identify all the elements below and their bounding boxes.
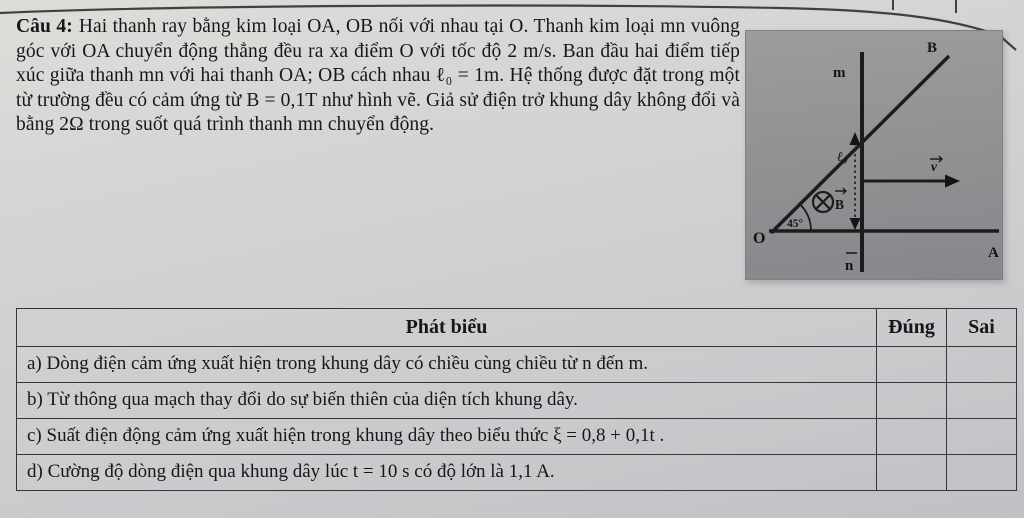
answer-dung-c <box>877 419 947 455</box>
label-rod-end-m: m <box>833 65 846 81</box>
answer-sai-b <box>947 383 1017 419</box>
answer-dung-a <box>877 347 947 383</box>
question-text: Hai thanh ray bằng kim loại OA, OB nối với nhau tại O. Thanh kim loại mn vuông góc với OA chuyển động thẳng đều ra xa điểm O với tốc độ 2 m/s. Ban đầu hai điểm tiếp xúc giữa thanh mn với hai thanh OA; OB cách nhau ℓ₀ = 1m. Hệ thống được đặt trong một từ trường đều có cảm ứng từ B = 0,1T như hình vẽ. Giả sử điện trở khung dây không đổi và bằng 2Ω trong suốt quá trình thanh mn chuyển động. <box>16 16 740 136</box>
statements-table <box>16 308 1017 491</box>
physics-diagram <box>745 30 1003 280</box>
label-rail-end-a: A <box>988 245 999 261</box>
label-field-b: B <box>835 197 845 212</box>
statement-cell-c: c) Suất điện động cảm ứng xuất hiện trong khung dây theo biểu thức ξ = 0,8 + 0,1t . <box>17 419 877 455</box>
table-header-row <box>17 309 1017 347</box>
answer-dung-b <box>877 383 947 419</box>
question-number-label: Câu 4: <box>16 16 73 37</box>
answer-sai-a <box>947 347 1017 383</box>
statement-cell-b: b) Từ thông qua mạch thay đổi do sự biến thiên của diện tích khung dây. <box>17 383 877 419</box>
velocity-arrow <box>864 156 960 188</box>
statement-cell-d: d) Cường độ dòng điện qua khung dây lúc t = 10 s có độ lớn là 1,1 A. <box>17 455 877 491</box>
statement-row-c <box>17 419 1017 455</box>
question-paragraph <box>16 15 740 138</box>
answer-dung-d <box>877 455 947 491</box>
label-rail-end-b: B <box>927 40 938 56</box>
statement-cell-a: a) Dòng điện cảm ứng xuất hiện trong khung dây có chiều cùng chiều từ n đến m. <box>17 347 877 383</box>
answer-sai-d <box>947 455 1017 491</box>
label-origin-o: O <box>753 230 766 247</box>
header-sai: Sai <box>947 309 1017 347</box>
answer-sai-c <box>947 419 1017 455</box>
label-velocity-v: v <box>931 159 937 174</box>
statement-row-a <box>17 347 1017 383</box>
label-rod-end-n: n <box>845 258 854 274</box>
statement-row-d <box>17 455 1017 491</box>
header-phat-bieu: Phát biểu <box>17 309 877 347</box>
statement-row-b <box>17 383 1017 419</box>
label-angle-45: 45° <box>787 218 804 230</box>
label-length-l0: ℓ₀ <box>837 149 848 164</box>
header-dung: Đúng <box>877 309 947 347</box>
